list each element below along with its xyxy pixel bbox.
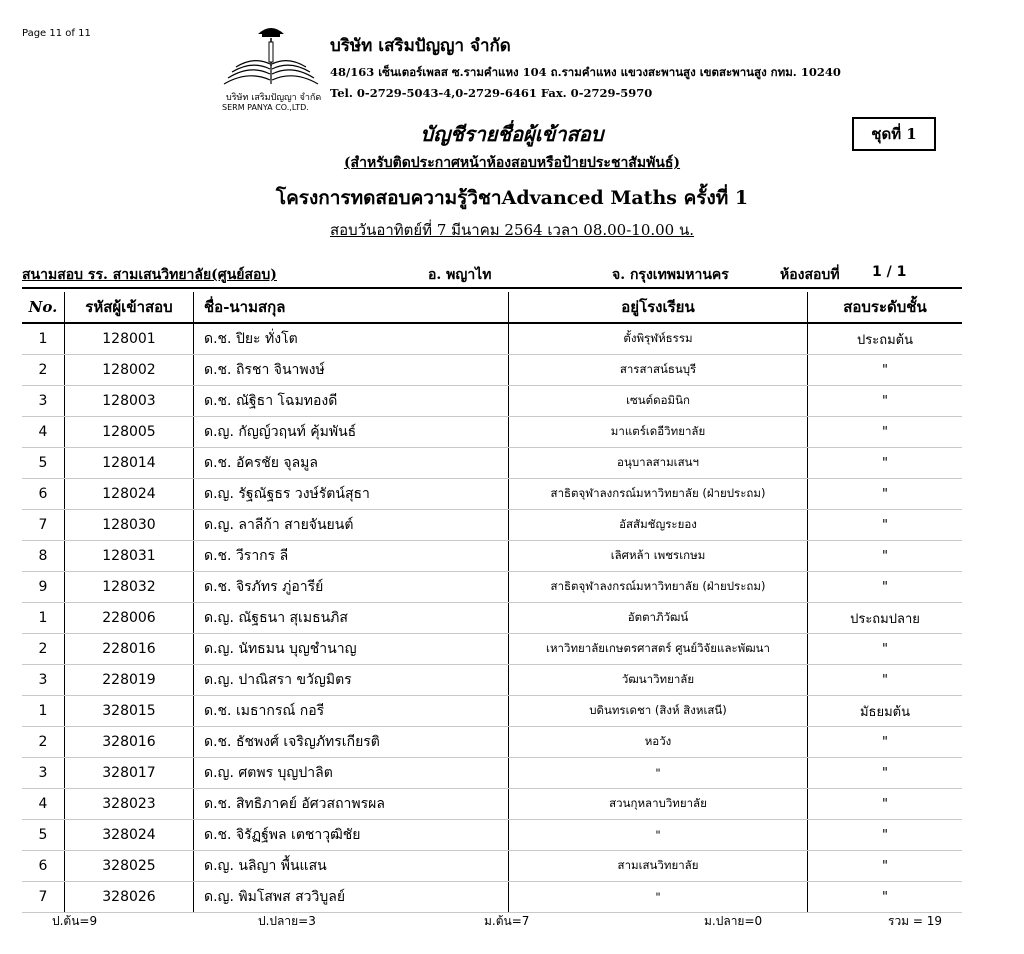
cell-name: ด.ช. ถิรชา จินาพงษ์ bbox=[194, 355, 509, 386]
cell-name: ด.ช. วีรากร ลี bbox=[194, 541, 509, 572]
cell-level: มัธยมต้น bbox=[808, 696, 963, 727]
header-school: อยู่โรงเรียน bbox=[509, 292, 808, 323]
cell-candidate-id: 328015 bbox=[65, 696, 194, 727]
cell-level: " bbox=[808, 634, 963, 665]
table-row bbox=[22, 541, 962, 572]
cell-level: " bbox=[808, 355, 963, 386]
table-row bbox=[22, 851, 962, 882]
table-row bbox=[22, 417, 962, 448]
cell-school: วัฒนาวิทยาลัย bbox=[509, 665, 808, 696]
cell-name: ด.ช. ธัชพงศ์ เจริญภัทรเกียรติ bbox=[194, 727, 509, 758]
cell-candidate-id: 128024 bbox=[65, 479, 194, 510]
company-name: บริษัท เสริมปัญญา จำกัด bbox=[330, 36, 511, 56]
cell-no: 3 bbox=[22, 665, 65, 696]
company-logo bbox=[218, 20, 324, 120]
cell-no: 8 bbox=[22, 541, 65, 572]
table-row bbox=[22, 696, 962, 727]
company-address: 48/163 เซ็นเตอร์เพลส ซ.รามคำแหง 104 ถ.รามคำแหง แขวงสะพานสูง เขตสะพานสูง กทม. 10240 bbox=[330, 65, 841, 79]
cell-level: " bbox=[808, 572, 963, 603]
table-row bbox=[22, 448, 962, 479]
cell-level: " bbox=[808, 479, 963, 510]
logo-name-th: บริษัท เสริมปัญญา จำกัด bbox=[226, 93, 322, 103]
cell-school: บดินทรเดชา (สิงห์ สิงหเสนี) bbox=[509, 696, 808, 727]
cell-candidate-id: 328016 bbox=[65, 727, 194, 758]
cell-level: " bbox=[808, 727, 963, 758]
exam-venue: สนามสอบ รร. สามเสนวิทยาลัย(ศูนย์สอบ) bbox=[22, 267, 277, 283]
cell-no: 1 bbox=[22, 323, 65, 355]
cell-name: ด.ญ. รัฐณัฐธร วงษ์รัตน์สุธา bbox=[194, 479, 509, 510]
cell-name: ด.ช. ปิยะ ทั่งโต bbox=[194, 323, 509, 355]
cell-no: 9 bbox=[22, 572, 65, 603]
cell-name: ด.ญ. กัญญ์วฤนท์ คุ้มพันธ์ bbox=[194, 417, 509, 448]
cell-name: ด.ช. เมธากรณ์ กอรี bbox=[194, 696, 509, 727]
cell-name: ด.ญ. ณัฐธนา สุเมธนภิส bbox=[194, 603, 509, 634]
cell-name: ด.ญ. ปาณิสรา ขวัญมิตร bbox=[194, 665, 509, 696]
cell-level: " bbox=[808, 510, 963, 541]
cell-no: 2 bbox=[22, 355, 65, 386]
cell-school: อัตตาภิวัฒน์ bbox=[509, 603, 808, 634]
cell-no: 4 bbox=[22, 789, 65, 820]
cell-school: เลิศหล้า เพชรเกษม bbox=[509, 541, 808, 572]
cell-candidate-id: 128005 bbox=[65, 417, 194, 448]
cell-candidate-id: 128003 bbox=[65, 386, 194, 417]
cell-candidate-id: 128001 bbox=[65, 323, 194, 355]
cell-school: เหาวิทยาลัยเกษตรศาสตร์ ศูนย์วิจัยและพัฒนา bbox=[509, 634, 808, 665]
cell-name: ด.ช. จิรัฏฐ์พล เตชาวุฒิชัย bbox=[194, 820, 509, 851]
cell-level: ประถมปลาย bbox=[808, 603, 963, 634]
cell-school: " bbox=[509, 882, 808, 913]
cell-level: " bbox=[808, 851, 963, 882]
header-level: สอบระดับชั้น bbox=[808, 292, 963, 323]
page-number: Page 11 of 11 bbox=[22, 28, 91, 39]
page-title: บัญชีรายชื่อผู้เข้าสอบ bbox=[420, 122, 604, 146]
cell-candidate-id: 328023 bbox=[65, 789, 194, 820]
cell-name: ด.ญ. พิมโสพส สววิบูลย์ bbox=[194, 882, 509, 913]
cell-school: ตั้งพิรุฬห์ธรรม bbox=[509, 323, 808, 355]
cell-school: เซนต์ดอมินิก bbox=[509, 386, 808, 417]
cell-no: 4 bbox=[22, 417, 65, 448]
table-row bbox=[22, 479, 962, 510]
cell-no: 5 bbox=[22, 820, 65, 851]
cell-no: 3 bbox=[22, 758, 65, 789]
cell-name: ด.ช. จิรภัทร ภู่อารีย์ bbox=[194, 572, 509, 603]
set-number-box: ชุดที่ 1 bbox=[852, 117, 936, 151]
cell-school: สามเสนวิทยาลัย bbox=[509, 851, 808, 882]
cell-candidate-id: 328026 bbox=[65, 882, 194, 913]
cell-level: " bbox=[808, 665, 963, 696]
header-name: ชื่อ-นามสกุล bbox=[194, 292, 509, 323]
cell-candidate-id: 228016 bbox=[65, 634, 194, 665]
page-subtitle: (สำหรับติดประกาศหน้าห้องสอบหรือป้ายประชาสัมพันธ์) bbox=[343, 155, 681, 171]
cell-name: ด.ช. อัครชัย จุลมูล bbox=[194, 448, 509, 479]
table-row bbox=[22, 510, 962, 541]
summary-p-ton: ป.ต้น=9 bbox=[52, 914, 98, 928]
summary-m-plai: ม.ปลาย=0 bbox=[704, 914, 763, 928]
candidate-table-body bbox=[22, 323, 962, 913]
cell-school: สวนกุหลาบวิทยาลัย bbox=[509, 789, 808, 820]
cell-no: 2 bbox=[22, 634, 65, 665]
table-row bbox=[22, 665, 962, 696]
logo-name-en: SERM PANYA CO.,LTD. bbox=[222, 103, 309, 112]
exam-room-value: 1 / 1 bbox=[872, 264, 907, 280]
summary-m-ton: ม.ต้น=7 bbox=[484, 914, 530, 928]
cell-school: สารสาสน์ธนบุรี bbox=[509, 355, 808, 386]
cell-candidate-id: 328017 bbox=[65, 758, 194, 789]
exam-province: จ. กรุงเทพมหานคร bbox=[612, 267, 729, 283]
summary-total: รวม = 19 bbox=[888, 914, 943, 928]
table-row bbox=[22, 603, 962, 634]
cell-no: 6 bbox=[22, 479, 65, 510]
cell-candidate-id: 128032 bbox=[65, 572, 194, 603]
cell-level: " bbox=[808, 820, 963, 851]
project-title: โครงการทดสอบความรู้วิชาAdvanced Maths ครั้งที่ 1 bbox=[275, 187, 749, 209]
cell-level: " bbox=[808, 448, 963, 479]
lamp-book-logo-icon bbox=[218, 20, 324, 90]
cell-no: 5 bbox=[22, 448, 65, 479]
cell-level: " bbox=[808, 386, 963, 417]
cell-level: ประถมต้น bbox=[808, 323, 963, 355]
table-row bbox=[22, 789, 962, 820]
candidate-table bbox=[22, 292, 962, 913]
exam-district: อ. พญาไท bbox=[428, 267, 492, 283]
cell-candidate-id: 228006 bbox=[65, 603, 194, 634]
table-row bbox=[22, 386, 962, 417]
cell-no: 7 bbox=[22, 882, 65, 913]
cell-level: " bbox=[808, 789, 963, 820]
table-row bbox=[22, 634, 962, 665]
cell-name: ด.ช. ณัฐิธา โฉมทองดี bbox=[194, 386, 509, 417]
exam-date: สอบวันอาทิตย์ที่ 7 มีนาคม 2564 เวลา 08.00-10.00 น. bbox=[329, 221, 695, 239]
exam-room-label: ห้องสอบที่ bbox=[780, 267, 840, 283]
table-row bbox=[22, 727, 962, 758]
cell-candidate-id: 128014 bbox=[65, 448, 194, 479]
table-row bbox=[22, 355, 962, 386]
table-row bbox=[22, 572, 962, 603]
cell-level: " bbox=[808, 882, 963, 913]
cell-no: 3 bbox=[22, 386, 65, 417]
cell-school: " bbox=[509, 758, 808, 789]
cell-school: " bbox=[509, 820, 808, 851]
cell-level: " bbox=[808, 541, 963, 572]
table-row bbox=[22, 323, 962, 355]
header-divider bbox=[22, 287, 962, 289]
cell-no: 7 bbox=[22, 510, 65, 541]
cell-name: ด.ญ. นัทธมน บุญชำนาญ bbox=[194, 634, 509, 665]
cell-school: อัสสัมชัญระยอง bbox=[509, 510, 808, 541]
cell-school: สาธิตจุฬาลงกรณ์มหาวิทยาลัย (ฝ่ายประถม) bbox=[509, 572, 808, 603]
cell-candidate-id: 128030 bbox=[65, 510, 194, 541]
cell-candidate-id: 328024 bbox=[65, 820, 194, 851]
table-row bbox=[22, 820, 962, 851]
cell-no: 1 bbox=[22, 696, 65, 727]
cell-name: ด.ญ. ศตพร บุญปาลิต bbox=[194, 758, 509, 789]
table-row bbox=[22, 882, 962, 913]
cell-no: 2 bbox=[22, 727, 65, 758]
cell-school: อนุบาลสามเสนฯ bbox=[509, 448, 808, 479]
cell-no: 6 bbox=[22, 851, 65, 882]
table-row bbox=[22, 758, 962, 789]
company-contact: Tel. 0-2729-5043-4,0-2729-6461 Fax. 0-2729-5970 bbox=[330, 86, 653, 100]
summary-p-plai: ป.ปลาย=3 bbox=[258, 914, 316, 928]
cell-school: สาธิตจุฬาลงกรณ์มหาวิทยาลัย (ฝ่ายประถม) bbox=[509, 479, 808, 510]
cell-candidate-id: 328025 bbox=[65, 851, 194, 882]
cell-name: ด.ญ. ลาลีก้า สายจันยนต์ bbox=[194, 510, 509, 541]
cell-level: " bbox=[808, 417, 963, 448]
cell-level: " bbox=[808, 758, 963, 789]
cell-school: หอวัง bbox=[509, 727, 808, 758]
header-no: No. bbox=[22, 292, 65, 323]
cell-school: มาแตร์เดอีวิทยาลัย bbox=[509, 417, 808, 448]
table-header-row bbox=[22, 292, 962, 323]
cell-candidate-id: 128031 bbox=[65, 541, 194, 572]
cell-candidate-id: 128002 bbox=[65, 355, 194, 386]
cell-candidate-id: 228019 bbox=[65, 665, 194, 696]
cell-no: 1 bbox=[22, 603, 65, 634]
cell-name: ด.ญ. นลิญา พื้นแสน bbox=[194, 851, 509, 882]
cell-name: ด.ช. สิทธิภาคย์ อัศวสถาพรผล bbox=[194, 789, 509, 820]
header-id: รหัสผู้เข้าสอบ bbox=[65, 292, 194, 323]
